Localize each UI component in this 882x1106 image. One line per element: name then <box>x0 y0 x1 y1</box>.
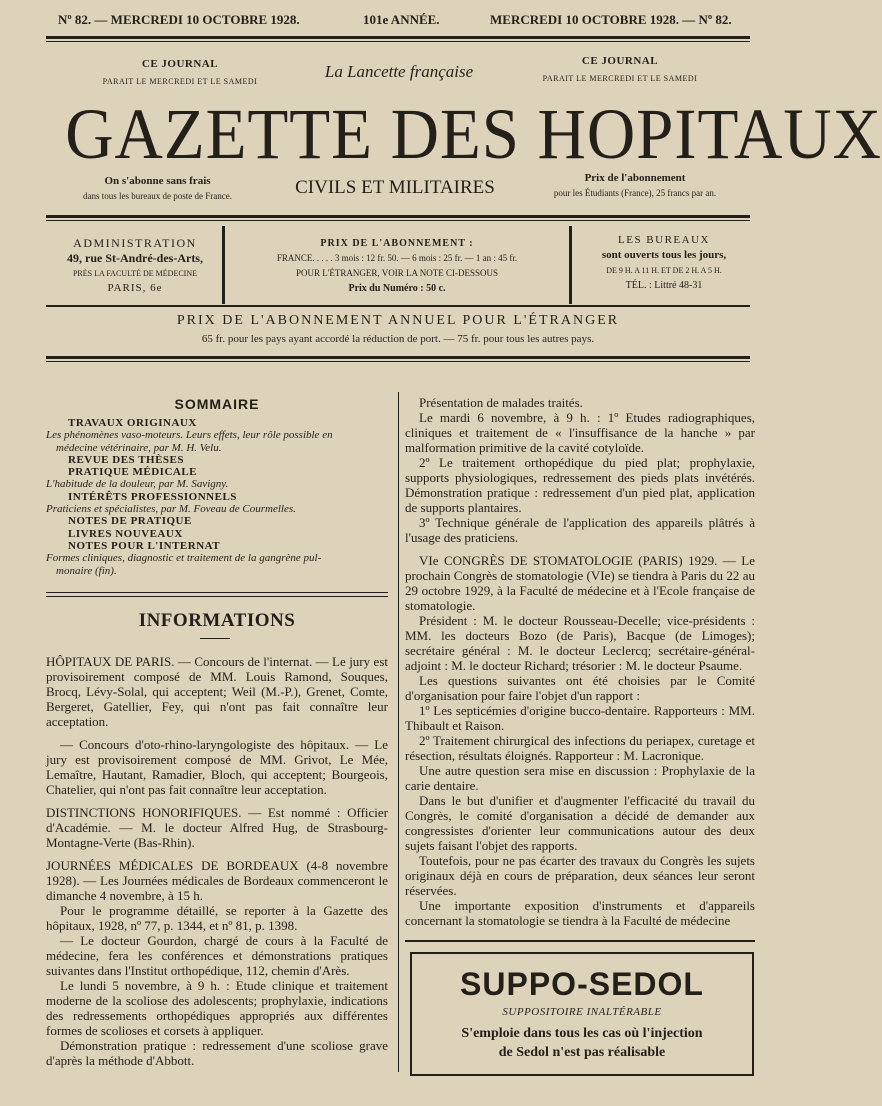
informations-paragraphs <box>46 654 388 1068</box>
sommaire-section: PRATIQUE MÉDICALE <box>68 466 198 479</box>
sommaire-entry: Praticiens et spécialistes, par M. Foveau de Courmelles. <box>46 503 296 516</box>
bureaux-line-4: TÉL. : Littré 48-31 <box>625 280 703 291</box>
sommaire-section: NOTES DE PRATIQUE <box>68 515 192 528</box>
journal-title: GAZETTE DES HOPITAUX <box>65 94 882 174</box>
band-divider-1 <box>222 226 225 304</box>
column-paragraph: Une autre question sera mise en discussion : Prophylaxie de la carie dentaire. <box>405 763 755 793</box>
pub-left-2: PARAIT LE MERCREDI ET LE SAMEDI <box>102 77 258 86</box>
price-line-4: Prix du Numéro : 50 c. <box>348 283 446 294</box>
sommaire-section: INTÉRÊTS PROFESSIONNELS <box>68 490 237 503</box>
admin-line-2: 49, rue St-André-des-Arts, <box>67 251 203 265</box>
bureaux-box <box>574 233 754 293</box>
informations-dash <box>200 638 230 639</box>
price-line-2: FRANCE. . . . . 3 mois : 12 fr. 50. — 6 mois : 25 fr. — 1 an : 45 fr. <box>276 253 518 263</box>
advertisement <box>410 952 754 1076</box>
column-paragraph: Le mardi 6 novembre, à 9 h. : 1º Etudes radiographiques, cliniques et traitement de « l'insuffisance de la hanche » par malformation primitive de la cavité cotyloïde. <box>405 410 755 455</box>
ad-top-rule <box>405 940 755 942</box>
administration-box <box>50 236 220 296</box>
subtitle: CIVILS ET MILITAIRES <box>295 177 495 198</box>
admin-line-1: ADMINISTRATION <box>73 236 197 250</box>
informations-body <box>46 654 388 1068</box>
price-box <box>226 236 568 296</box>
column-paragraph: Dans le but d'unifier et d'augmenter l'efficacité du travail du Congrès, le comité d'organisation a décidé de demander aux congressistes d'orienter leur communications autour des deux sujets faisant l'objet des rapports. <box>405 793 755 853</box>
pub-right-2: PARAIT LE MERCREDI ET LE SAMEDI <box>542 74 698 83</box>
sub-right-2: pour les Étudiants (France), 25 francs par an. <box>553 188 717 198</box>
sub-note-right <box>520 172 750 198</box>
price-line-1: PRIX DE L'ABONNEMENT : <box>320 238 474 249</box>
band-bottom-rule <box>46 356 750 362</box>
sommaire-entry: Les phénomènes vaso-moteurs. Leurs effets, leur rôle possible en <box>46 429 333 442</box>
issue-right: MERCREDI 10 OCTOBRE 1928. — Nº 82. <box>490 12 732 27</box>
sommaire-section: LIVRES NOUVEAUX <box>68 527 183 540</box>
supertitle: La Lancette française <box>324 62 474 81</box>
informations-paragraph: HÔPITAUX DE PARIS. — Concours de l'internat. — Le jury est provisoirement composé de MM. Louis Ramond, Souques, Brocq, Lévy-Solal, qui acceptent; Weil (M.-P.), Grenet, Comte, Bergeret, Gatellier, Fey, qui n'ont pas fait connaître leur acceptation. <box>46 654 388 729</box>
column-paragraph: Les questions suivantes ont été choisies par le Comité d'organisation pour faire l'objet d'un rapport : <box>405 673 755 703</box>
price-line-3: POUR L'ÉTRANGER, VOIR LA NOTE CI-DESSOUS <box>296 268 498 278</box>
sub-left-2: dans tous les bureaux de poste de France. <box>83 191 232 201</box>
sommaire-section: TRAVAUX ORIGINAUX <box>68 417 197 429</box>
pub-left-1: CE JOURNAL <box>141 58 219 70</box>
column-paragraph: 3º Technique générale de l'application des appareils plâtrés à l'usage des praticiens. <box>405 515 755 545</box>
bureaux-line-3: DE 9 H. A 11 H. ET DE 2 H. A 5 H. <box>606 266 722 275</box>
column-paragraph: 2º Le traitement orthopédique du pied plat; prophylaxie, supports physiologiques, redressement des pieds plats invétérés. Démonstration pratique : redressement d'un pied plat, application de supports plantaires. <box>405 455 755 515</box>
informations-paragraph: — Concours d'oto-rhino-laryngologiste des hôpitaux. — Le jury est provisoirement composé de MM. Grivot, Le Mée, Lemaître, Hautant, Ramadier, Bloch, qui acceptent; Bourgeois, Chatelier, qui n'ont pas fait connaître leur acceptation. <box>46 737 388 797</box>
sommaire-section: REVUE DES THÈSES <box>68 453 185 466</box>
ad-line-1: S'emploie dans tous les cas où l'injection <box>461 1026 703 1041</box>
sommaire-rule-b <box>46 596 388 597</box>
pub-right-1: CE JOURNAL <box>581 55 659 67</box>
informations-paragraph: Pour le programme détaillé, se reporter à la Gazette des hôpitaux, 1928, nº 77, p. 1344, et nº 81, p. 1398. <box>46 903 388 933</box>
sommaire-entry: L'habitude de la douleur, par M. Savigny. <box>46 478 229 491</box>
bureaux-line-2: sont ouverts tous les jours, <box>601 249 727 261</box>
column-paragraph: 1º Les septicémies d'origine bucco-dentaire. Rapporteurs : MM. Thibault et Raison. <box>405 703 755 733</box>
informations-paragraph: JOURNÉES MÉDICALES DE BORDEAUX (4-8 novembre 1928). — Les Journées médicales de Bordeaux commenceront le dimanche 4 novembre, à 15 h. <box>46 858 388 903</box>
bureaux-line-1: LES BUREAUX <box>618 234 710 246</box>
band-divider-2 <box>569 226 572 304</box>
foreign-price-detail: 65 fr. pour les pays ayant accordé la réduction de port. — 75 fr. pour tous les autres pays. <box>201 333 595 345</box>
ad-tagline: SUPPOSITOIRE INALTÉRABLE <box>502 1006 662 1018</box>
informations-paragraph: Le lundi 5 novembre, à 9 h. : Etude clinique et traitement moderne de la scoliose des adolescents; prophylaxie, indications des redressements orthopédiques appropriés aux différentes formes de scolioses et corsets à appliquer. <box>46 978 388 1038</box>
informations-paragraph: DISTINCTIONS HONORIFIQUES. — Est nommé : Officier d'Académie. — M. le docteur Alfred Hug, de Strasbourg-Montagne-Verte (Bas-Rhin). <box>46 805 388 850</box>
right-paragraphs <box>405 395 755 928</box>
column-paragraph: Président : M. le docteur Rousseau-Decelle; vice-présidents : MM. les docteurs Bozo (de Paris), Bacque (de Limoges); secrétaire général : M. le docteur Leclercq; secrétaire-général-adjoint : M. le docteur Richard; trésorier : M. le docteur Psaume. <box>405 613 755 673</box>
informations-paragraph: — Le docteur Gourdon, chargé de cours à la Faculté de médecine, fera les conférences et démonstrations pratiques suivantes dans l'Institut orthopédique, 112, chemin d'Arès. <box>46 933 388 978</box>
year-number: 101e ANNÉE. <box>363 12 440 27</box>
ad-line-2: de Sedol n'est pas réalisable <box>498 1045 666 1060</box>
informations-paragraph: Démonstration pratique : redressement d'une scoliose grave d'après la méthode d'Abbott. <box>46 1038 388 1068</box>
column-paragraph: Présentation de malades traités. <box>419 395 583 410</box>
sommaire-section: NOTES POUR L'INTERNAT <box>68 539 221 552</box>
column-paragraph: 2º Traitement chirurgical des infections du periapex, curetage et résection, résultats éloignés. Rapporteur : M. Lacronique. <box>405 733 755 763</box>
sommaire-heading: SOMMAIRE <box>174 396 260 412</box>
left-column <box>46 396 388 577</box>
sommaire-list <box>46 417 388 577</box>
admin-line-3: PRÈS LA FACULTÉ DE MÉDECINE <box>72 269 197 278</box>
right-column <box>405 395 755 928</box>
informations-heading: INFORMATIONS <box>138 610 296 631</box>
column-paragraph: Toutefois, pour ne pas écarter des travaux du Congrès les sujets originaux déjà en cours de préparation, deux séances leur seront réservées. <box>405 853 755 898</box>
sommaire-rule-a <box>46 592 388 593</box>
sommaire-entry: Formes cliniques, diagnostic et traitement de la gangrène pul- <box>46 552 322 565</box>
sub-left-1: On s'abonne sans frais <box>104 175 211 187</box>
admin-line-4: PARIS, 6e <box>107 282 163 294</box>
column-paragraph: VIe CONGRÈS DE STOMATOLOGIE (PARIS) 1929. — Le prochain Congrès de stomatologie (VIe) se tiendra à Paris du 22 au 29 octobre 1929, à la Faculté de médecine et à l'Ecole française de stomatologie. <box>405 553 755 613</box>
top-rule <box>46 36 750 42</box>
pub-note-right <box>520 55 720 83</box>
foreign-price-title: PRIX DE L'ABONNEMENT ANNUEL POUR L'ÉTRANGER <box>176 313 620 328</box>
column-paragraph: Une importante exposition d'instruments et d'appareils concernant la stomatologie se tiendra à la Faculté de médecine <box>405 898 755 928</box>
masthead-rule <box>46 215 750 221</box>
sommaire-entry: monaire (fin). <box>56 564 117 577</box>
column-divider <box>398 392 399 1072</box>
band-rule <box>46 305 750 307</box>
sub-right-1: Prix de l'abonnement <box>584 172 686 184</box>
sub-note-left <box>50 175 265 201</box>
ad-brand: SUPPO-SEDOL <box>460 966 704 1002</box>
sommaire-entry: médecine vétérinaire, par M. H. Velu. <box>56 441 222 454</box>
issue-left: Nº 82. — MERCREDI 10 OCTOBRE 1928. <box>58 12 300 27</box>
pub-note-left <box>80 58 280 86</box>
